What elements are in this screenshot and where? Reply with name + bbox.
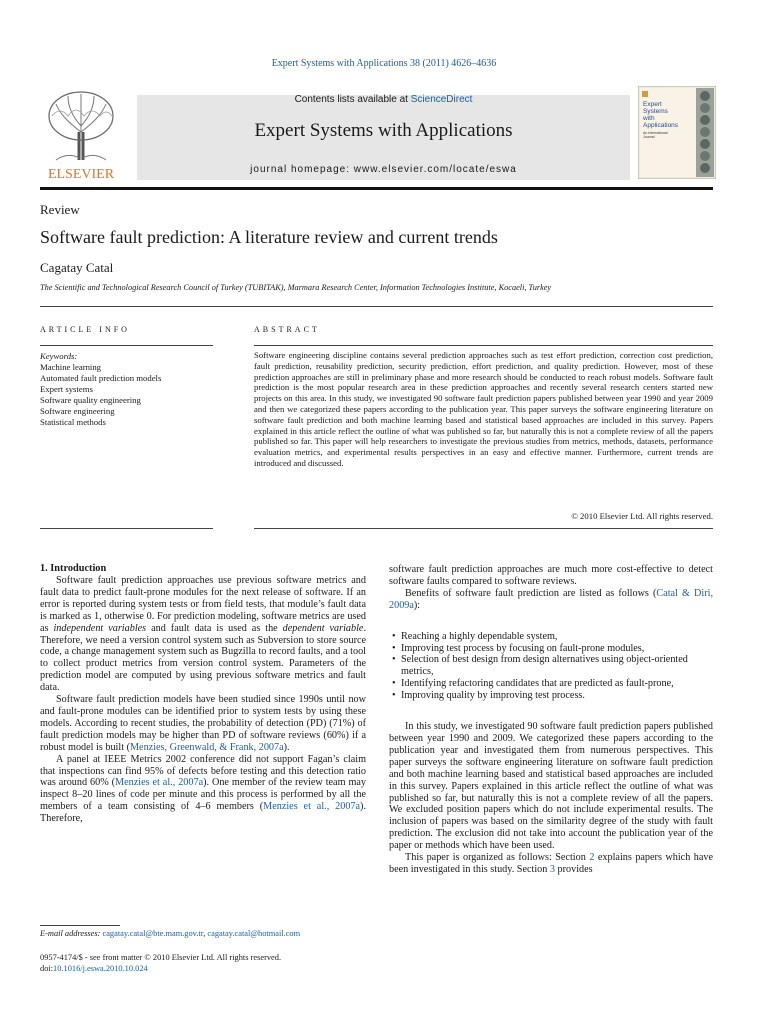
article-type: Review xyxy=(40,202,80,217)
term-independent-variables: independent variables xyxy=(53,622,147,634)
keyword-item: Software quality engineering xyxy=(40,395,141,405)
intro-paragraph-2: Software fault prediction models have been studied since 1990s until now and fault-prone modules can be identified prior to system tests by using these models. According to recent studies, the probability of detection (PD) (71%) of fault prediction models may be higher than PD of software reviews (60%) if a robust model is built (Menzies, Greenwald, & Frank, 2007a). xyxy=(40,694,366,753)
abstract-text: Software engineering discipline contains several prediction approaches such as test effort prediction, correction cost prediction, fault prediction, reusability prediction, security prediction, effort prediction, and quality prediction. However, most of these prediction approaches are still in preliminary phase and more research should be conducted to reach robust models. Software fault prediction is the most popular research area in these prediction approaches and recently several research centers started new projects on this area. In this study, we investigated 90 software fault prediction papers published between year 1990 and year 2009 and then we categorized these papers according to the publication year. This paper surveys the software engineering literature on software fault prediction and both machine learning based and statistical based approaches are included in this survey. Papers explained in this article reflect the outline of what was published so far, but naturally this is not a complete review of all the papers published so far. This paper will help researchers to investigate the previous studies from metrics, methods, datasets, performance evaluation metrics, and experimental results perspectives in an easy and effective manner. Furthermore, current trends are introduced and discussed. xyxy=(254,350,713,468)
citation-link[interactable]: Menzies et al., 2007a xyxy=(263,801,361,813)
elsevier-wordmark: ELSEVIER xyxy=(47,167,115,182)
author-name[interactable]: Cagatay Catal xyxy=(40,260,114,275)
term-dependent-variable: dependent variable xyxy=(282,622,364,634)
doi-link[interactable]: 10.1016/j.eswa.2010.10.024 xyxy=(53,964,148,973)
abstract-bottom-rule xyxy=(254,528,713,529)
abstract-heading: ABSTRACT xyxy=(254,325,320,334)
continued-paragraph: software fault prediction approaches are much more cost-effective to detect software faults compared to software reviews. xyxy=(389,564,713,587)
doi-line: doi:10.1016/j.eswa.2010.10.024 xyxy=(40,964,148,973)
issn-line: 0957-4174/$ - see front matter © 2010 Elsevier Ltd. All rights reserved. xyxy=(40,953,282,962)
benefit-item: • Identifying refactoring candidates that are predicted as fault-prone, xyxy=(389,678,713,690)
email-label: E-mail addresses: xyxy=(40,929,103,938)
email-footnote: E-mail addresses: cagatay.catal@bte.mam.gov.tr, cagatay.catal@hotmail.com xyxy=(40,929,301,938)
benefit-item: • Improving quality by improving test process. xyxy=(389,690,713,702)
intro-paragraph-3: A panel at IEEE Metrics 2002 conference did not support Fagan’s claim that inspections can find 95% of defects before testing and this detection ratio was around 60% (Menzies et al., 2007a). One member of the review team may inspect 8–20 lines of code per minute and this process is performed by all the members of a team consisting of 4–6 members (Menzies et al., 2007a). Therefore, xyxy=(40,753,366,825)
journal-cover-thumbnail[interactable] xyxy=(638,86,716,179)
email-link-1[interactable]: cagatay.catal@bte.mam.gov.tr xyxy=(102,929,204,938)
organization-paragraph: This paper is organized as follows: Section 2 explains papers which have been investigated in this study. Section 3 provides xyxy=(389,852,713,875)
right-column xyxy=(389,564,713,876)
keyword-item: Software engineering xyxy=(40,406,115,416)
footnote-rule xyxy=(40,925,120,926)
title-rule xyxy=(40,306,713,307)
keywords-label: Keywords: xyxy=(40,351,78,361)
contents-prefix: Contents lists available at xyxy=(294,94,411,105)
article-info-bottom-rule xyxy=(40,528,213,529)
cover-title-4: Applications xyxy=(643,122,679,129)
introduction-heading: 1. Introduction xyxy=(40,563,107,574)
citation-link[interactable]: Menzies, Greenwald, & Frank, 2007a xyxy=(130,741,284,753)
cover-title-2: Systems xyxy=(643,108,668,115)
benefit-item: • Selection of best design from design alternatives using object-oriented metrics, xyxy=(389,654,713,678)
left-column xyxy=(40,575,366,825)
journal-citation[interactable]: Expert Systems with Applications 38 (2011) 4626–4636 xyxy=(271,58,497,69)
study-paragraph: In this study, we investigated 90 software fault prediction papers published between year 1990 and 2009. We categorized these papers according to the publication year and investigated them from numerous perspectives. This paper surveys the software engineering literature on software fault prediction and both machine learning based and statistical based approaches are included in this survey. Papers explained in this article reflect the outline of what was published so far, but naturally this is not a complete review of all the papers. We excluded position papers which do not include experimental results. The inclusion of papers was based on the similarity degree of the study with fault prediction. The exclusion did not take into account the publication year of the paper or methods which have been used. xyxy=(389,721,713,852)
section-3-link[interactable]: 3 xyxy=(549,863,555,875)
article-info-rule xyxy=(40,345,213,346)
email-link-2[interactable]: cagatay.catal@hotmail.com xyxy=(207,929,301,938)
cover-title-3: with xyxy=(643,115,655,122)
benefit-item: • Reaching a highly dependable system, xyxy=(389,631,713,643)
contents-line xyxy=(137,94,630,105)
sciencedirect-link[interactable]: ScienceDirect xyxy=(410,94,473,105)
intro-paragraph-1: Software fault prediction approaches use previous software metrics and fault data to predict fault-prone modules for the next release of software. If an error is reported during system tests or from field tests, that module’s fault data is marked as 1, otherwise 0. For prediction modeling, software metrics are used as independent variables and fault data is used as the dependent variable. Therefore, we need a version control system such as Subversion to store source code, a change management system such as Bugzilla to record faults, and a tool to collect product metrics from version control system. Parameters of the prediction model are computed by using previous software metrics and fault data. xyxy=(40,575,367,694)
article-info-heading: ARTICLE INFO xyxy=(40,325,130,334)
header-rule xyxy=(40,187,713,190)
author-affiliation: The Scientific and Technological Research Council of Turkey (TUBITAK), Marmara Research Center, Information Technologies Institute, Kocaeli, Turkey xyxy=(40,283,552,292)
journal-homepage[interactable]: journal homepage: www.elsevier.com/locate/eswa xyxy=(250,164,517,175)
citation-link[interactable]: Catal & Diri, 2009a xyxy=(389,587,713,611)
benefit-item: • Improving test process by focusing on fault-prone modules, xyxy=(389,643,713,655)
keyword-item: Automated fault prediction models xyxy=(40,373,162,383)
paper-title: Software fault prediction: A literature review and current trends xyxy=(40,227,498,247)
abstract-copyright: © 2010 Elsevier Ltd. All rights reserved. xyxy=(571,511,713,521)
front-matter xyxy=(40,952,281,974)
section-2-link[interactable]: 2 xyxy=(589,852,595,864)
abstract-rule xyxy=(254,345,713,346)
keyword-item: Expert systems xyxy=(40,384,93,394)
cover-subtitle-1: An International xyxy=(643,131,668,135)
elsevier-tree-logo xyxy=(38,86,124,182)
cover-subtitle-2: Journal xyxy=(643,135,655,139)
benefits-list xyxy=(389,631,713,702)
citation-link[interactable]: Menzies et al., 2007a xyxy=(115,777,204,789)
cover-title-1: Expert xyxy=(643,101,662,108)
journal-title: Expert Systems with Applications xyxy=(254,120,513,141)
keyword-item: Statistical methods xyxy=(40,417,106,427)
benefits-intro: Benefits of software fault prediction are listed as follows (Catal & Diri, 2009a): xyxy=(389,587,713,611)
keywords-list xyxy=(40,351,215,428)
keyword-item: Machine learning xyxy=(40,362,102,372)
